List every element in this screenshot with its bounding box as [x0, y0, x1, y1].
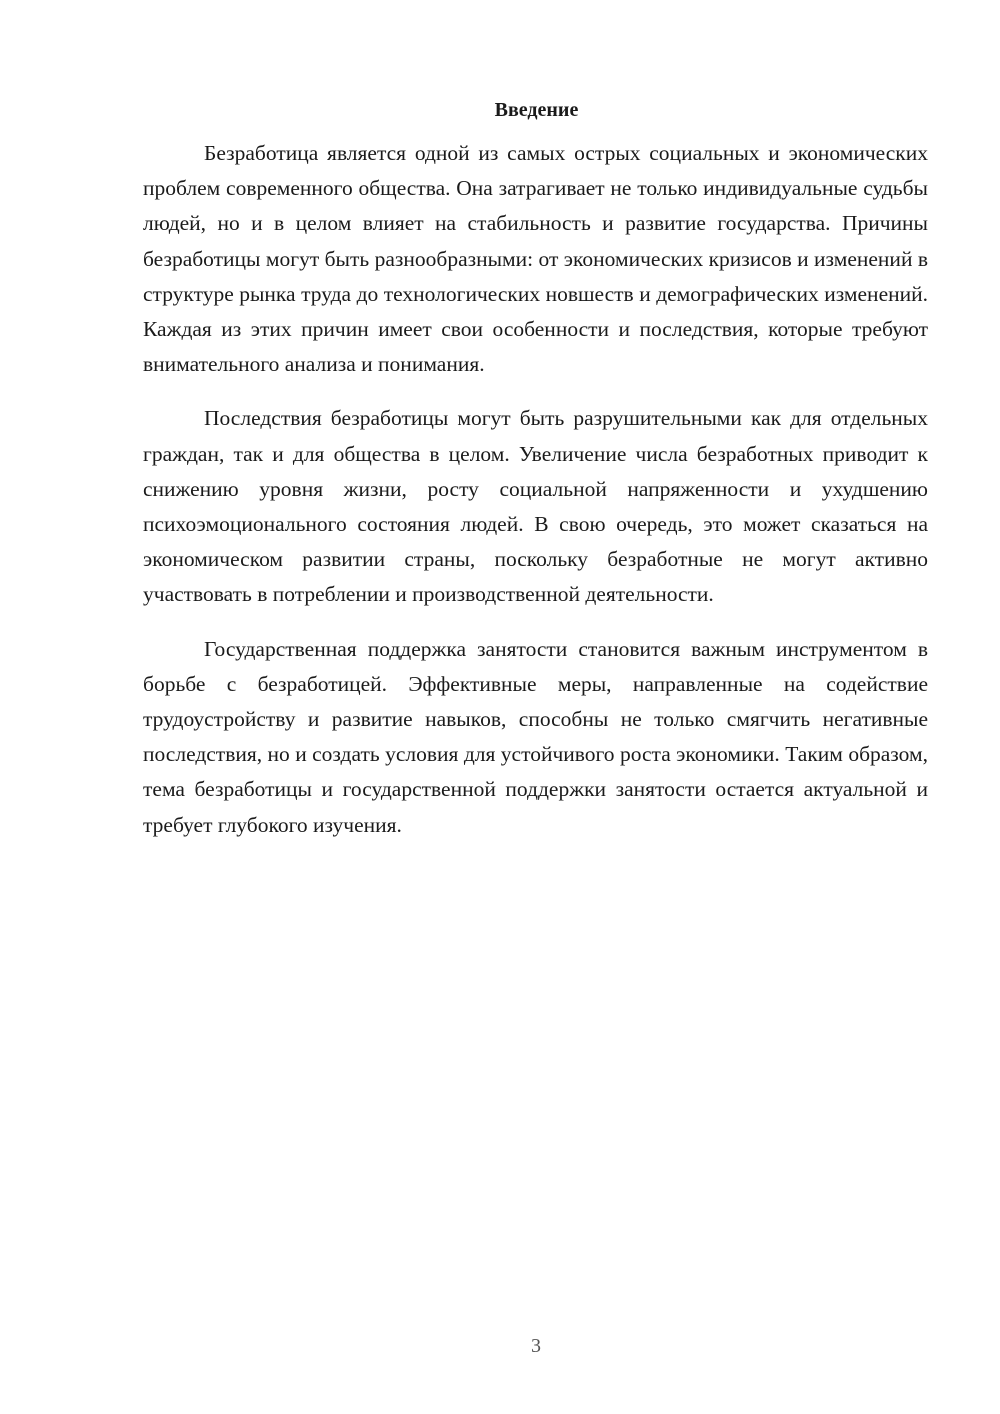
page-number: 3: [531, 1335, 541, 1357]
paragraph-3: Государственная поддержка занятости становится важным инструментом в борьбе с безработицей. Эффективные меры, направленные на содействие трудоустройству и развитие навыков, способны не только смягчить негативные последствия, но и создать условия для устойчивого роста экономики. Таким образом, тема безработицы и государственной поддержки занятости остается актуальной и требует глубокого изучения.: [143, 636, 928, 837]
section-heading: Введение: [494, 99, 579, 121]
paragraph-1: Безработица является одной из самых острых социальных и экономических проблем современного общества. Она затрагивает не только индивидуальные судьбы людей, но и в целом влияет на стабильность и развитие государства. Причины безработицы могут быть разнообразными: от экономических кризисов и изменений в структуре рынка труда до технологических новшеств и демографических изменений. Каждая из этих причин имеет свои особенности и последствия, которые требуют внимательного анализа и понимания.: [143, 141, 928, 377]
paragraph-2: Последствия безработицы могут быть разрушительными как для отдельных граждан, так и для общества в целом. Увеличение числа безработных приводит к снижению уровня жизни, росту социальной напряженности и ухудшению психоэмоционального состояния людей. В свою очередь, это может сказаться на экономическом развитии страны, поскольку безработные не могут активно участвовать в потреблении и производственной деятельности.: [143, 406, 928, 607]
page-content: [143, 96, 928, 843]
